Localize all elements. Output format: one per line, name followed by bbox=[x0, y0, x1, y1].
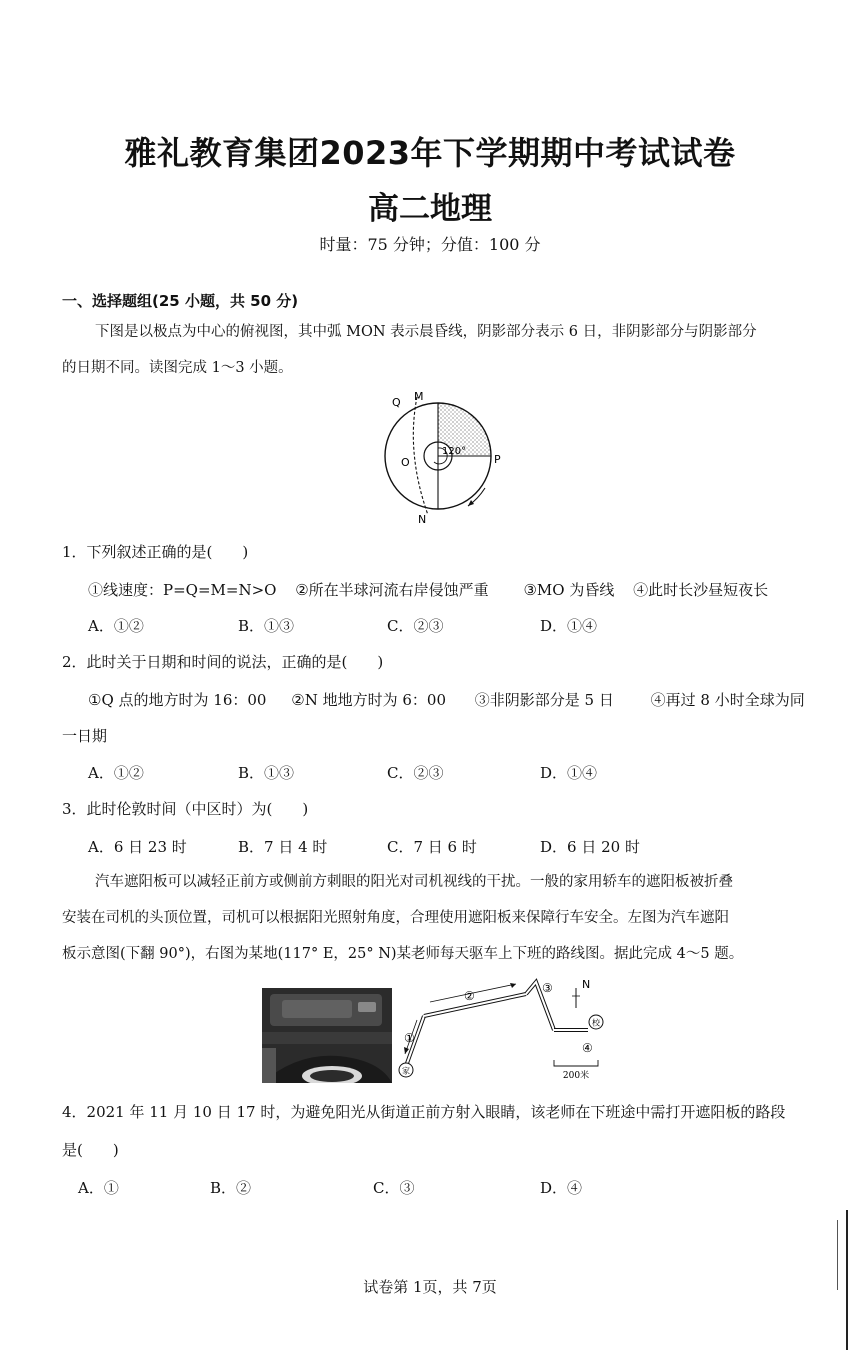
polar-view-figure bbox=[368, 385, 508, 527]
scan-edge-line bbox=[846, 1210, 848, 1350]
q2-option-c[interactable]: C．②③ bbox=[387, 764, 444, 782]
route-map-figure bbox=[396, 974, 616, 1082]
intro-paragraph-1 bbox=[62, 314, 812, 386]
q1-statement-4: ④此时长沙昼短夜长 bbox=[633, 581, 769, 599]
school-label: 校 bbox=[592, 1018, 600, 1028]
q3-option-a[interactable]: A．6 日 23 时 bbox=[88, 838, 187, 856]
intro-paragraph-2 bbox=[62, 864, 812, 972]
intro-2-line-3: 板示意图(下翻 90°)，右图为某地(117° E，25° N)某老师每天驱车上下班的路线图。据此完成 4～5 题。 bbox=[62, 946, 744, 962]
label-o: O bbox=[401, 456, 410, 469]
scale-bar bbox=[554, 1060, 598, 1066]
home-label: 家 bbox=[402, 1066, 410, 1076]
q2-statement-wrap: 一日期 bbox=[62, 727, 108, 745]
label-p: P bbox=[494, 453, 501, 466]
q3-option-b[interactable]: B．7 日 4 时 bbox=[238, 838, 328, 856]
label-n: N bbox=[418, 513, 427, 526]
exam-subject: 高二地理 bbox=[368, 191, 492, 227]
scale-label: 200米 bbox=[562, 1071, 590, 1081]
label-seg-3: ③ bbox=[542, 981, 553, 995]
intro-1-line-1: 下图是以极点为中心的俯视图，其中弧 MON 表示晨昏线，阴影部分表示 6 日，非阴影部分与阴影部分 bbox=[95, 324, 757, 340]
q2-statement-4: ④再过 8 小时全球为同 bbox=[650, 691, 805, 709]
intro-2-line-1: 汽车遮阳板可以减轻正前方或侧前方刺眼的阳光对司机视线的干扰。一般的家用轿车的遮阳板被折叠 bbox=[95, 874, 733, 890]
intro-2-line-2: 安装在司机的头顶位置，司机可以根据阳光照射角度，合理使用遮阳板来保障行车安全。左图为汽车遮阳 bbox=[62, 910, 729, 926]
q2-option-d[interactable]: D．①④ bbox=[540, 764, 598, 782]
q2-statement-2: ②N 地地方时为 6：00 bbox=[291, 691, 446, 709]
exam-meta: 时量：75 分钟；分值：100 分 bbox=[319, 235, 541, 254]
question-3-stem: 3．此时伦敦时间（中区时）为( ) bbox=[62, 800, 309, 818]
question-4-stem-line-2: 是( ) bbox=[62, 1141, 119, 1159]
question-2-stem: 2．此时关于日期和时间的说法，正确的是( ) bbox=[62, 653, 384, 671]
q1-option-a[interactable]: A．①② bbox=[88, 617, 144, 635]
sun-visor-photo bbox=[262, 988, 392, 1083]
label-angle: 120° bbox=[442, 446, 467, 457]
q3-option-d[interactable]: D．6 日 20 时 bbox=[540, 838, 640, 856]
q1-option-b[interactable]: B．①③ bbox=[238, 617, 295, 635]
q2-option-b[interactable]: B．①③ bbox=[238, 764, 295, 782]
q2-statement-3: ③非阴影部分是 5 日 bbox=[474, 691, 614, 709]
section-heading: 一、选择题组(25 小题，共 50 分) bbox=[62, 292, 299, 310]
label-q: Q bbox=[392, 396, 401, 409]
q1-option-d[interactable]: D．①④ bbox=[540, 617, 598, 635]
q1-statement-2: ②所在半球河流右岸侵蚀严重 bbox=[295, 581, 489, 599]
question-4-stem-line-1: 4．2021 年 11 月 10 日 17 时，为避免阳光从街道正前方射入眼睛，该老师在下班途中需打开遮阳板的路段 bbox=[62, 1103, 786, 1121]
q4-option-a[interactable]: A．① bbox=[78, 1179, 119, 1197]
label-m: M bbox=[414, 390, 424, 403]
q1-statement-3: ③MO 为昏线 bbox=[523, 581, 615, 599]
q4-option-d[interactable]: D．④ bbox=[540, 1179, 583, 1197]
question-1-stem: 1．下列叙述正确的是( ) bbox=[62, 543, 249, 561]
q2-option-a[interactable]: A．①② bbox=[88, 764, 144, 782]
question-2-statements bbox=[88, 689, 805, 710]
question-1-statements bbox=[88, 579, 768, 600]
rotation-arrow-head bbox=[468, 500, 474, 506]
q3-option-c[interactable]: C．7 日 6 时 bbox=[387, 838, 477, 856]
q4-option-c[interactable]: C．③ bbox=[373, 1179, 415, 1197]
label-seg-4: ④ bbox=[582, 1041, 593, 1055]
q1-option-c[interactable]: C．②③ bbox=[387, 617, 444, 635]
q4-option-b[interactable]: B．② bbox=[210, 1179, 252, 1197]
label-seg-1: ① bbox=[404, 1031, 415, 1045]
scan-edge-line-2 bbox=[837, 1220, 838, 1290]
north-label: N bbox=[582, 978, 591, 991]
intro-1-line-2: 的日期不同。读图完成 1～3 小题。 bbox=[62, 360, 293, 376]
q1-statement-1: ①线速度：P=Q=M=N>O bbox=[88, 581, 277, 599]
q2-statement-1: ①Q 点的地方时为 16：00 bbox=[88, 691, 267, 709]
exam-title: 雅礼教育集团2023年下学期期中考试试卷 bbox=[124, 134, 736, 172]
page-footer: 试卷第 1页，共 7页 bbox=[363, 1278, 497, 1296]
label-seg-2: ② bbox=[464, 989, 475, 1003]
